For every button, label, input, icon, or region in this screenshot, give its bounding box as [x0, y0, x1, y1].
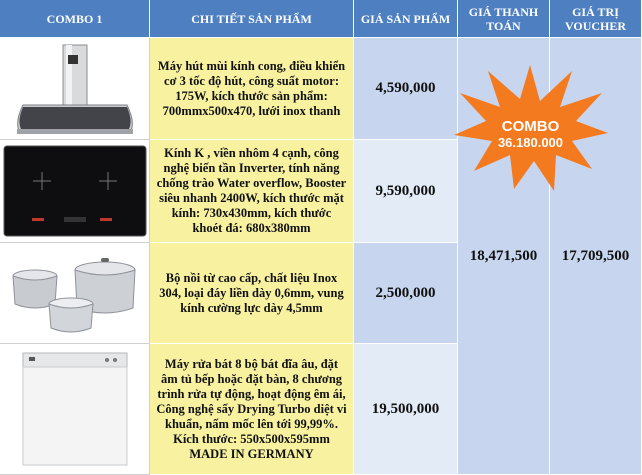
- voucher-value: 17,709,500: [550, 38, 642, 475]
- induction-cooktop-icon: [2, 144, 148, 238]
- combo-badge-label: COMBO: [501, 118, 560, 135]
- product-description: Bộ nồi từ cao cấp, chất liệu Inox 304, loại đáy liền dày 0,6mm, vung kính cường lực dày 4,5mm: [150, 243, 354, 344]
- product-description: Máy rửa bát 8 bộ bát đĩa âu, đặt âm tủ bếp hoặc đặt bàn, 8 chương trình rửa tự động, hoạt động êm ái, Công nghệ sấy Drying Turbo diệt vi khuẩn, nấm mốc lên tới 99,99%. Kích thước: 550x500x595mm MADE IN GERMANY: [150, 344, 354, 475]
- header-voucher-value: GIÁ TRỊ VOUCHER: [550, 0, 642, 38]
- induction-cooktop-image: [0, 140, 150, 243]
- product-price: 9,590,000: [354, 140, 458, 243]
- range-hood-image: [0, 38, 150, 140]
- dishwasher-icon: [15, 349, 135, 469]
- combo-badge-text: [452, 118, 609, 150]
- header-product-details: CHI TIẾT SẢN PHẨM: [150, 0, 354, 38]
- product-description: Kính K , viền nhôm 4 cạnh, công nghệ biến tần Inverter, tính năng chống trào Water overflow, Booster siêu nhanh 2400W, kích thước mặt kính: 730x430mm, kích thước khoét đá: 680x380mm: [150, 140, 354, 243]
- product-price: 2,500,000: [354, 243, 458, 344]
- cookware-pots-icon: [5, 246, 145, 340]
- cookware-pots-image: [0, 243, 150, 344]
- product-price: 19,500,000: [354, 344, 458, 475]
- product-description: Máy hút mùi kính cong, điều khiển cơ 3 tốc độ hút, công suất motor: 175W, kích thước sản phẩm: 700mmx500x470, lưới inox thanh: [150, 38, 354, 140]
- product-price: 4,590,000: [354, 38, 458, 140]
- payment-price: 18,471,500: [458, 38, 550, 475]
- header-combo: COMBO 1: [0, 0, 150, 38]
- range-hood-icon: [5, 41, 145, 137]
- combo-badge-price: 36.180.000: [497, 135, 564, 150]
- header-payment-price: GIÁ THANH TOÁN: [458, 0, 550, 38]
- dishwasher-image: [0, 344, 150, 475]
- header-product-price: GIÁ SẢN PHẨM: [354, 0, 458, 38]
